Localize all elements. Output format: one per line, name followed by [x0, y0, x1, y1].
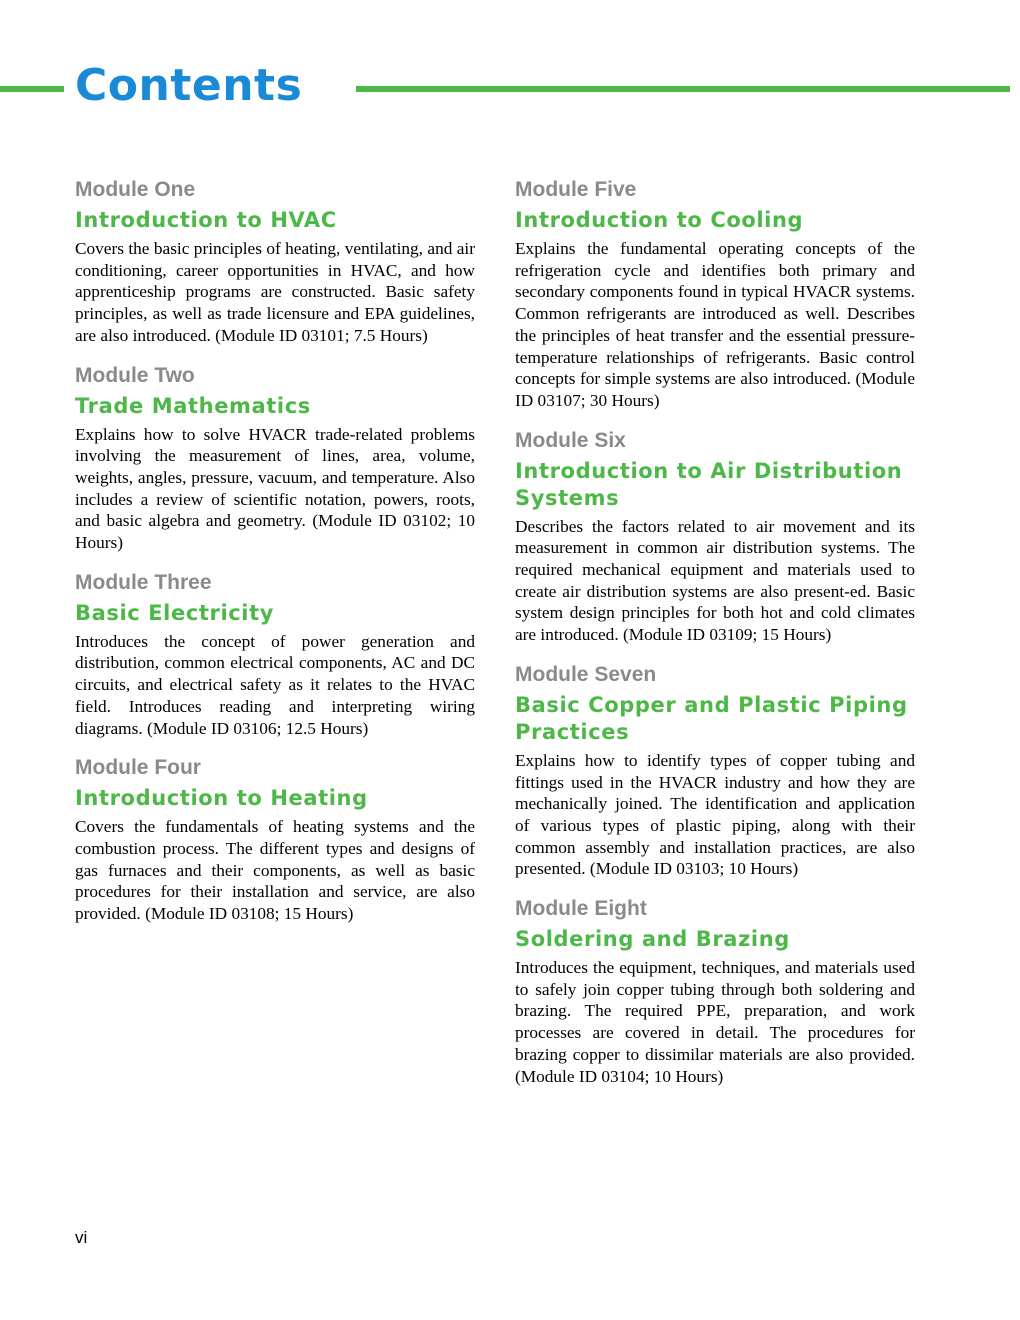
module-entry-two [75, 363, 475, 554]
module-label: Module Four [75, 756, 201, 780]
module-title: Introduction to Cooling [515, 208, 804, 232]
module-description: Covers the fundamentals of heating systems and the combustion process. The different types and designs of gas furnaces and their components, as well as basic procedures for their installation and service, are also provided. (Module ID 03108; 15 Hours) [75, 817, 475, 924]
module-label: Module Seven [515, 662, 657, 686]
module-description: Covers the basic principles of heating, ventilating, and air conditioning, career opportunities in HVAC, and how apprenticeship programs are constructed. Basic safety principles, as well as trade licensure and EPA guidelines, are also introduced. (Module ID 03101; 7.5 Hours) [75, 239, 475, 345]
module-label: Module One [75, 178, 196, 201]
title-rule-right [356, 86, 1010, 92]
module-title: Introduction to Air Distribution Systems [515, 458, 903, 510]
module-title: Trade Mathematics [75, 393, 311, 418]
contents-column-right [515, 177, 915, 1103]
module-entry-six [515, 428, 915, 646]
module-description: Describes the factors related to air movement and its measurement in common air distribution systems. The required mechanical equipment and materials used to create air distribution systems are also present-ed. Basic system design principles for both hot and cold climates are introduced. (Module ID 03109; 15 Hours) [515, 516, 915, 645]
contents-column-left [75, 177, 475, 941]
title-rule-left [0, 86, 64, 92]
module-label: Module Three [75, 570, 212, 594]
module-title: Soldering and Brazing [515, 927, 790, 952]
module-description: Introduces the equipment, techniques, and materials used to safely join copper tubing through both soldering and brazing. The required PPE, preparation, and work processes are covered in detail. The procedures for brazing copper to dissimilar materials are also provided. (Module ID 03104; 10 Hours) [515, 958, 915, 1086]
module-description: Explains how to solve HVACR trade-related problems involving the measurement of lines, area, volume, weights, angles, pressure, vacuum, and temperature. Also includes a review of scientific notation, powers, roots, and basic algebra and geometry. (Module ID 03102; 10 Hours) [75, 424, 475, 553]
module-label: Module Two [75, 363, 195, 387]
module-description: Introduces the concept of power generation and distribution, common electrical components, AC and DC circuits, and electrical safety as it relates to the HVAC field. Introduces reading and interpreting wiring diagrams. (Module ID 03106; 12.5 Hours) [75, 631, 475, 738]
module-title: Basic Copper and Plastic Piping Practices [515, 692, 908, 744]
page-title: Contents [75, 60, 303, 111]
module-title: Introduction to Heating [75, 786, 368, 811]
module-label: Module Five [515, 178, 637, 201]
module-entry-eight [515, 896, 915, 1087]
module-entry-seven [515, 662, 915, 880]
module-entry-four [75, 755, 475, 925]
module-entry-three [75, 570, 475, 740]
module-entry-five [515, 177, 915, 412]
module-title: Basic Electricity [75, 600, 275, 625]
module-entry-one [75, 177, 475, 347]
module-label: Module Eight [515, 897, 647, 921]
page-number: vi [75, 1228, 88, 1247]
module-description: Explains how to identify types of copper tubing and fittings used in the HVACR industry and how they are mechanically joined. The identification and application of various types of plastic piping, along with their common assembly and installation practices, are also presented. (Module ID 03103; 10 Hours) [515, 750, 915, 879]
module-label: Module Six [515, 428, 626, 452]
module-description: Explains the fundamental operating concepts of the refrigeration cycle and identifies both primary and secondary components found in typical HVACR systems. Common refrigerants are introduced as well. Describes the principles of heat transfer and the essential pressure-temperature relationships of refrigerants. Basic control concepts for simple systems are also introduced. (Module ID 03107; 30 Hours) [515, 239, 915, 410]
module-title: Introduction to HVAC [75, 208, 337, 232]
